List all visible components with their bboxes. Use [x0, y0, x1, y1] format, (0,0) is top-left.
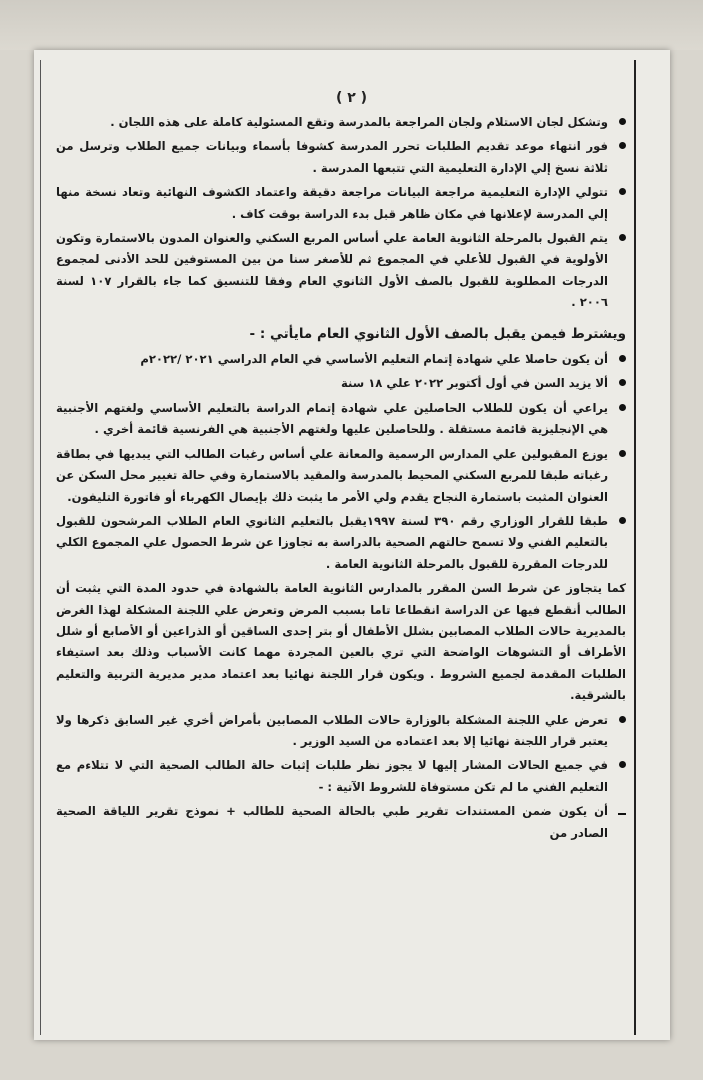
conditions-list-3 [56, 710, 626, 844]
page-border-line [634, 60, 636, 1035]
conditions-list-2 [56, 349, 626, 575]
conditions-list-1 [56, 112, 626, 314]
list-item: يوزع المقبولين علي المدارس الرسمية والمعانة علي أساس رغبات الطالب التي يبديها في بطاقة رغباته طبقا للمربع السكني المحيط بالمدرسة والمقيد بالاستمارة وفي حالة تغيير محل السكن عن العنوان المثبت باستمارة النجاح يقدم ولي الأمر ما يثبت ذلك بإيصال الكهرباء أو فاتورة التليفون. [56, 444, 626, 508]
list-item: تعرض علي اللجنة المشكلة بالوزارة حالات الطلاب المصابين بأمراض أخري غير السابق ذكرها ولا يعتبر قرار اللجنة نهائيا إلا بعد اعتماده من السيد الوزير . [56, 710, 626, 753]
bullet-icon [619, 761, 626, 768]
list-item: تتولي الإدارة التعليمية مراجعة البيانات مراجعة دقيقة واعتماد الكشوف النهائية وتعاد نسخة منها إلي المدرسة لإعلانها في مكان ظاهر قبل بدء الدراسة بوقت كاف . [56, 182, 626, 225]
bullet-icon [619, 450, 626, 457]
list-item: يراعي أن يكون للطلاب الحاصلين علي شهادة إتمام الدراسة بالتعليم الأساسي ولغتهم الأجنبية هي الإنجليزية قائمة مستقلة . وللحاصلين عليها ولغتهم الأجنبية هي الفرنسية قائمة أخري . [56, 398, 626, 441]
list-item: أن يكون ضمن المستندات تقرير طبي بالحالة الصحية للطالب + نموذج تقرير اللياقة الصحية الصادر من [56, 801, 626, 844]
list-item: في جميع الحالات المشار إليها لا يجوز نظر طلبات إثبات حالة الطالب الصحية التي لا تتلاءم مع التعليم الفني ما لم تكن مستوفاة للشروط الآتية : - [56, 755, 626, 798]
page-number: ( ٢ ) [335, 90, 368, 106]
section-heading: ويشترط فيمن يقبل بالصف الأول الثانوي العام مايأتي : - [249, 325, 626, 342]
bullet-icon [619, 142, 626, 149]
list-item: فور انتهاء موعد تقديم الطلبات تحرر المدرسة كشوفا بأسماء وبيانات جميع الطلاب وترسل من ثلاثة نسخ إلي الإدارة التعليمية التي تتبعها المدرسة . [56, 136, 626, 179]
bullet-icon [619, 517, 626, 524]
list-item: وتشكل لجان الاستلام ولجان المراجعة بالمدرسة وتقع المسئولية كاملة على هذه اللجان . [56, 112, 626, 133]
bullet-icon [619, 234, 626, 241]
bullet-icon [619, 118, 626, 125]
list-item: أن يكون حاصلا علي شهادة إتمام التعليم الأساسي في العام الدراسي ٢٠٢١ /٢٠٢٢م [56, 349, 626, 370]
bullet-icon [619, 404, 626, 411]
dash-icon [618, 813, 626, 815]
exception-paragraph: كما يتجاوز عن شرط السن المقرر بالمدارس الثانوية العامة بالشهادة في حدود المدة التي يثبت أن الطالب أنقطع فيها عن الدراسة انقطاعا تاما بسبب المرض وتعرض علي اللجنة المشكلة لهذا الغرض بالمديرية حالات الطلاب المصابين بشلل الأطفال أو بتر إحدى الساقين أو الذراعين أو الأصابع أو شلل الأطراف أو التشوهات الواضحة التي تري بالعين المجردة مهما كانت الأسباب وذلك بعد استيفاء الطلبات المقدمة لجميع الشروط . ويكون قرار اللجنة نهائيا بعد اعتماد مدير مديرية التربية والتعليم بالشرقية. [56, 581, 626, 703]
bullet-icon [619, 188, 626, 195]
bullet-icon [619, 355, 626, 362]
document-body [56, 112, 626, 847]
bullet-icon [619, 379, 626, 386]
scan-background [0, 0, 703, 50]
list-item: ألا يزيد السن في أول أكتوبر ٢٠٢٢ علي ١٨ سنة [56, 373, 626, 394]
list-item: طبقا للقرار الوزاري رقم ٣٩٠ لسنة ١٩٩٧يقبل بالتعليم الثانوي العام الطلاب المرشحون للقبول بالتعليم الفني ولا تسمح حالتهم الصحية بالدراسة به تجاوزا عن شرط الحصول علي المجموع الكلي للدرجات المقررة للقبول بالمرحلة الثانوية العامة . [56, 511, 626, 575]
list-item: يتم القبول بالمرحلة الثانوية العامة علي أساس المربع السكني والعنوان المدون بالاستمارة وتكون الأولوية في القبول للأعلي في المجموع ثم للأصغر سنا من بين المستوفين للحد الأدنى لمجموع الدرجات المطلوبة للقبول بالصف الأول الثانوي العام وفقا للتنسيق كما جاء بالقرار ١٠٧ لسنة ٢٠٠٦ . [56, 228, 626, 314]
page-margin-line [40, 60, 41, 1035]
bullet-icon [619, 716, 626, 723]
